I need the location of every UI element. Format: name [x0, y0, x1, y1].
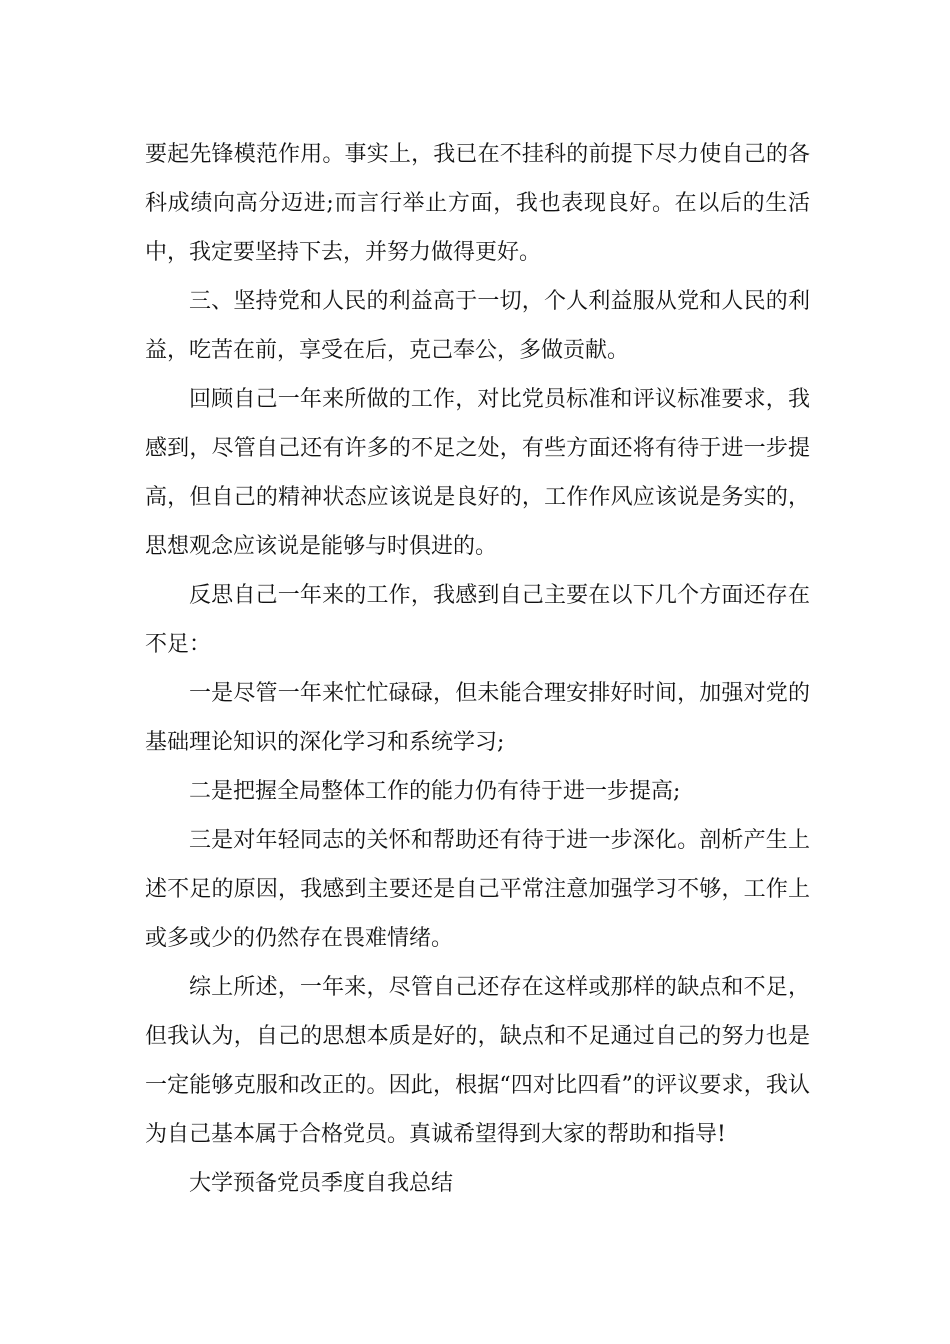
paragraph-reflection: 反思自己一年来的工作，我感到自己主要在以下几个方面还存在不足： — [145, 583, 810, 657]
paragraph-continuation: 要起先锋模范作用。事实上，我已在不挂科的前提下尽力使自己的各科成绩向高分迈进;而言行举止方面，我也表现良好。在以后的生活中，我定要坚持下去，并努力做得更好。 — [145, 142, 810, 265]
paragraph-shortcoming-one: 一是尽管一年来忙忙碌碌，但未能合理安排好时间，加强对党的基础理论知识的深化学习和系统学习; — [145, 681, 810, 755]
paragraph-point-three: 三、坚持党和人民的利益高于一切，个人利益服从党和人民的利益，吃苦在前，享受在后，克己奉公，多做贡献。 — [145, 289, 810, 363]
paragraph-review: 回顾自己一年来所做的工作，对比党员标准和评议标准要求，我感到，尽管自己还有许多的不足之处，有些方面还将有待于进一步提高，但自己的精神状态应该说是良好的，工作作风应该说是务实的，思想观念应该说是能够与时俱进的。 — [145, 387, 810, 559]
paragraph-shortcoming-two: 二是把握全局整体工作的能力仍有待于进一步提高; — [189, 779, 681, 804]
section-heading: 大学预备党员季度自我总结 — [189, 1171, 454, 1196]
document-body — [145, 130, 810, 1208]
paragraph-summary: 综上所述，一年来，尽管自己还存在这样或那样的缺点和不足，但我认为，自己的思想本质是好的，缺点和不足通过自己的努力也是一定能够克服和改正的。因此，根据“四对比四看”的评议要求，我认为自己基本属于合格党员。真诚希望得到大家的帮助和指导! — [145, 975, 810, 1147]
paragraph-shortcoming-three: 三是对年轻同志的关怀和帮助还有待于进一步深化。剖析产生上述不足的原因，我感到主要还是自己平常注意加强学习不够，工作上或多或少的仍然存在畏难情绪。 — [145, 828, 810, 951]
